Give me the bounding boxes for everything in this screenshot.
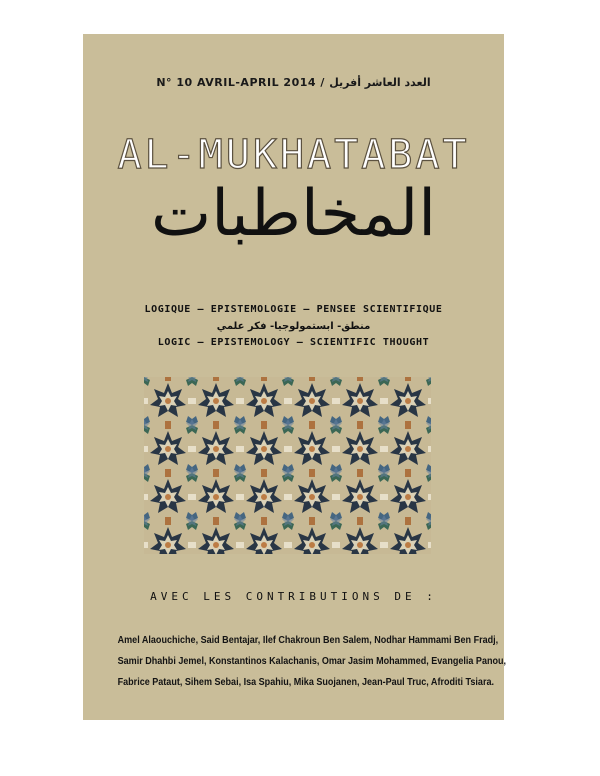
issue-line: N° 10 AVRIL-APRIL 2014 / العدد العاشر أفريل: [156, 76, 431, 89]
journal-title-latin: AL-MUKHATABAT: [117, 132, 470, 178]
subtitle-english: LOGIC – EPISTEMOLOGY – SCIENTIFIC THOUGHT: [157, 337, 430, 348]
authors-line: Fabrice Pataut, Sihem Sebai, Isa Spahiu, Mika Suojanen, Jean-Paul Truc, Afroditi Tsiara.: [117, 676, 494, 688]
journal-title-arabic: المخاطبات: [150, 177, 437, 251]
authors-line: Amel Alaouchiche, Said Bentajar, Ilef Chakroun Ben Salem, Nodhar Hammami Ben Fradj,: [117, 634, 499, 646]
zellige-mosaic-image: [144, 377, 431, 554]
authors-line: Samir Dhahbi Jemel, Konstantinos Kalachanis, Omar Jasim Mohammed, Evangelia Panou,: [117, 655, 507, 667]
contributions-heading: AVEC LES CONTRIBUTIONS DE :: [150, 590, 437, 603]
journal-cover: [83, 34, 507, 720]
authors-list: [117, 630, 507, 693]
subtitle-french: LOGIQUE – EPISTEMOLOGIE – PENSEE SCIENTIFIQUE: [144, 304, 443, 315]
subtitle-arabic: منطق- ابستمولوجيا- فكر علمي: [216, 321, 371, 332]
